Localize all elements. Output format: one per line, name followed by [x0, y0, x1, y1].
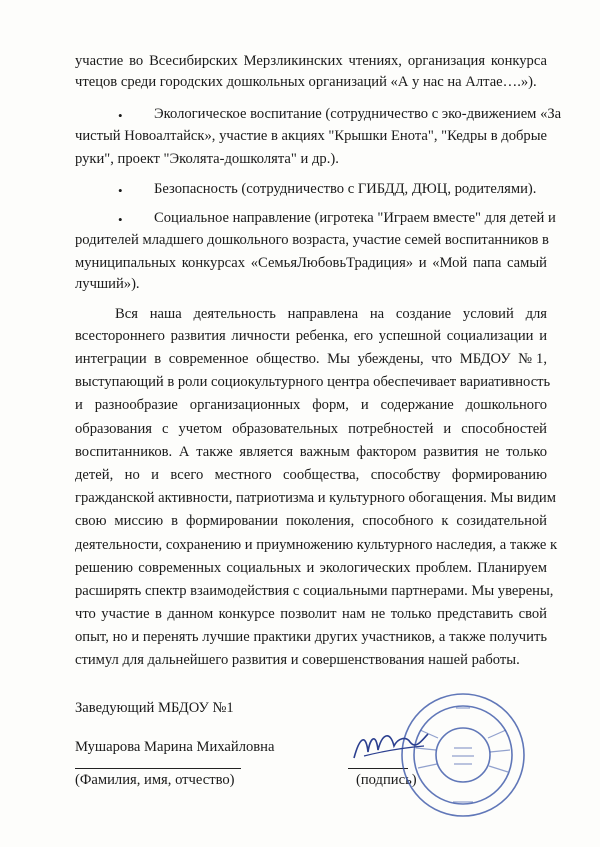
text-line: деятельности, сохранению и приумножению культурного наследия, а также к: [75, 537, 558, 553]
text-line: и разнообразие организационных форм, и содержание дошкольного: [75, 397, 547, 413]
text-line: воспитанников. А также является важным фактором развития не только: [75, 444, 547, 460]
sign-caption: (подпись): [356, 772, 417, 788]
text-line: образования с учетом образовательных потребностей и способностей: [75, 421, 547, 437]
text-line: участие во Всесибирских Мерзликинских чтениях, организация конкурса: [75, 53, 547, 69]
signature-position: Заведующий МБДОУ №1: [75, 700, 234, 716]
text-line: чтецов среди городских дошкольных организаций «А у нас на Алтае….»).: [75, 74, 537, 90]
text-line: Вся наша деятельность направлена на создание условий для: [115, 306, 547, 322]
text-line: интеграции в современное общество. Мы убеждены, что МБДОУ №1,: [75, 351, 547, 367]
text-line: свою миссию в формировании поколения, способного к созидательной: [75, 513, 547, 529]
text-line: гражданской активности, патриотизма и культурного обогащения. Мы видим: [75, 490, 556, 506]
text-line: лучший»).: [75, 276, 140, 292]
text-line: Социальное направление (игротека "Играем вместе" для детей и: [154, 210, 556, 226]
bullet-icon: •: [118, 212, 123, 227]
text-line: муниципальных конкурсах «СемьяЛюбовьТрадиция» и «Мой папа самый: [75, 255, 547, 271]
text-line: Экологическое воспитание (сотрудничество с эко-движением «За: [154, 106, 562, 122]
text-line: чистый Новоалтайск», участие в акциях "Крышки Енота", "Кедры в добрые: [75, 128, 547, 144]
handwritten-signature: [350, 726, 430, 766]
text-line: руки", проект "Эколята-дошколята" и др.).: [75, 151, 339, 167]
name-underline: [75, 768, 241, 769]
text-line: родителей младшего дошкольного возраста, участие семей воспитанников в: [75, 232, 549, 248]
text-line: всестороннего развития личности ребенка, его успешной социализации и: [75, 328, 547, 344]
bullet-icon: •: [118, 108, 123, 123]
text-line: расширять спектр взаимодействия с социальными партнерами. Мы уверены,: [75, 583, 554, 599]
text-line: Безопасность (сотрудничество с ГИБДД, ДЮЦ, родителями).: [154, 181, 537, 197]
text-line: стимул для дальнейшего развития и совершенствования нашей работы.: [75, 652, 520, 668]
name-caption: (Фамилия, имя, отчество): [75, 772, 235, 788]
text-line: опыт, но и перенять лучшие практики других участников, а также получить: [75, 629, 547, 645]
bullet-icon: •: [118, 183, 123, 198]
signature-name: Мушарова Марина Михайловна: [75, 739, 275, 755]
text-line: выступающий в роли социокультурного центра обеспечивает вариативность: [75, 374, 551, 390]
text-line: решению современных социальных и экологических проблем. Планируем: [75, 560, 547, 576]
text-line: детей, но и всего местного сообщества, способству формированию: [75, 467, 547, 483]
text-line: что участие в данном конкурсе позволит нам не только представить свой: [75, 606, 547, 622]
